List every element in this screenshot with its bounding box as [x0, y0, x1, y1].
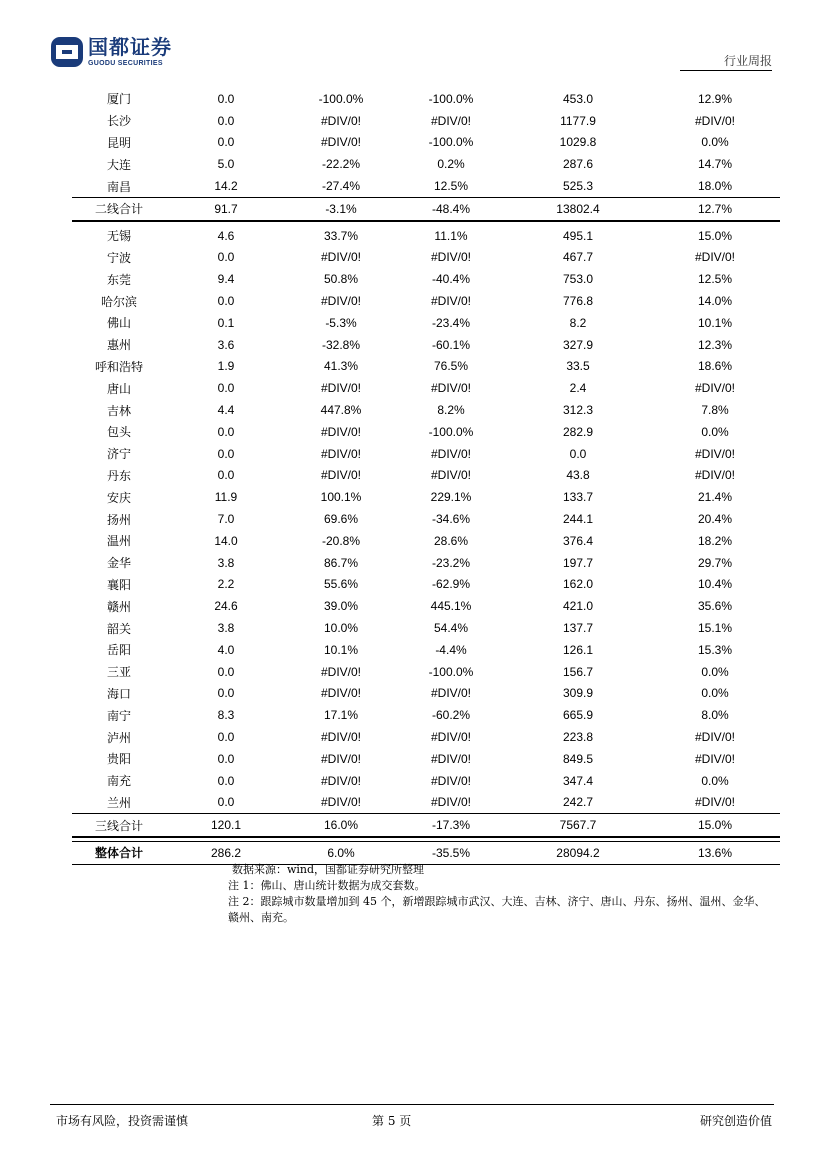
value-cell: 0.0% [701, 686, 729, 701]
table-row [72, 175, 780, 197]
table-row [72, 334, 780, 356]
value-cell: #DIV/0! [430, 751, 472, 766]
value-cell: #DIV/0! [694, 446, 736, 461]
value-cell: #DIV/0! [694, 250, 736, 265]
value-cell: 0.0 [217, 468, 235, 483]
value-cell: 0.0 [217, 730, 235, 744]
value-cell: #DIV/0! [320, 135, 362, 150]
table-row [72, 792, 780, 814]
value-cell: 3.8 [217, 621, 235, 636]
city-cell: 南昌 [106, 179, 131, 194]
value-cell: 120.1 [166, 814, 286, 837]
value-cell: #DIV/0! [320, 751, 362, 766]
value-cell: #DIV/0! [430, 773, 472, 788]
value-cell: 21.4% [697, 490, 733, 505]
value-cell: 0.0% [701, 664, 729, 679]
table-row [72, 110, 780, 132]
value-cell: #DIV/0! [320, 686, 362, 701]
value-cell: 7.8% [701, 403, 729, 418]
value-cell: 12.5% [433, 179, 469, 194]
value-cell: #DIV/0! [430, 381, 472, 396]
city-cell: 昆明 [106, 135, 131, 150]
table-row [72, 683, 780, 705]
value-cell: #DIV/0! [694, 730, 736, 744]
value-cell: 8.2% [437, 403, 465, 418]
city-cell: 哈尔滨 [100, 294, 137, 309]
value-cell: #DIV/0! [320, 250, 362, 265]
value-cell: 35.6% [697, 599, 733, 614]
value-cell: 29.7% [697, 555, 733, 570]
value-cell: 33.7% [323, 228, 359, 243]
value-cell: 1177.9 [560, 113, 596, 128]
value-cell: 0.0 [217, 664, 235, 679]
table-row [72, 748, 780, 770]
value-cell: 525.3 [562, 179, 594, 194]
value-cell: 133.7 [562, 490, 594, 505]
city-cell: 呼和浩特 [94, 359, 143, 374]
value-cell: 50.8% [323, 272, 359, 287]
value-cell: #DIV/0! [320, 730, 362, 744]
value-cell: 849.5 [562, 751, 594, 766]
value-cell: -60.2% [431, 708, 471, 723]
note-2: 注 2：跟踪城市数量增加到 45 个，新增跟踪城市武汉、大连、吉林、济宁、唐山、丹东、扬州、温州、金华、赣州、南充。 [228, 895, 766, 924]
value-cell: #DIV/0! [694, 468, 736, 483]
value-cell: 244.1 [562, 512, 594, 527]
table-row [72, 595, 780, 617]
value-cell: 12.7% [650, 197, 780, 220]
subtotal-row [72, 197, 780, 220]
value-cell: #DIV/0! [430, 686, 472, 701]
city-cell: 整体合计 [72, 842, 166, 865]
city-cell: 岳阳 [106, 643, 131, 658]
value-cell: 309.9 [562, 686, 594, 701]
city-cell: 赣州 [106, 599, 131, 614]
value-cell: #DIV/0! [320, 468, 362, 483]
value-cell: 0.0 [217, 250, 235, 265]
city-cell: 南宁 [106, 708, 131, 723]
value-cell: 14.0% [697, 294, 733, 309]
value-cell: 18.0% [697, 179, 733, 194]
city-sales-table [72, 88, 780, 865]
value-cell: 41.3% [323, 359, 359, 374]
value-cell: #DIV/0! [320, 113, 362, 128]
value-cell: 467.7 [562, 250, 594, 265]
city-cell: 韶关 [106, 621, 131, 636]
table-row [72, 508, 780, 530]
value-cell: 76.5% [433, 359, 469, 374]
table-row [72, 617, 780, 639]
table-row [72, 574, 780, 596]
value-cell: -100.0% [428, 91, 474, 106]
header-rule [680, 70, 772, 71]
table-row [72, 486, 780, 508]
city-cell: 温州 [106, 534, 131, 549]
value-cell: #DIV/0! [320, 664, 362, 679]
value-cell: 33.5 [566, 359, 590, 374]
value-cell: 223.8 [562, 730, 594, 744]
value-cell: 18.2% [697, 533, 733, 548]
value-cell: 665.9 [562, 708, 594, 723]
value-cell: 5.0 [217, 157, 235, 172]
value-cell: 18.6% [697, 359, 733, 374]
risk-disclaimer: 市场有风险，投资需谨慎 [56, 1114, 189, 1128]
value-cell: 1029.8 [559, 135, 597, 150]
value-cell: 43.8 [566, 468, 590, 483]
value-cell: 0.0% [701, 773, 729, 788]
table-notes [228, 862, 768, 926]
table-row [72, 225, 780, 247]
value-cell: 15.3% [697, 642, 733, 657]
value-cell: 14.0 [214, 533, 238, 548]
value-cell: #DIV/0! [694, 113, 736, 128]
value-cell: 376.4 [562, 533, 594, 548]
value-cell: 16.0% [286, 814, 396, 837]
value-cell: -100.0% [318, 91, 364, 106]
value-cell: 312.3 [562, 403, 594, 418]
table-row [72, 704, 780, 726]
city-cell: 大连 [106, 157, 131, 172]
table-row [72, 377, 780, 399]
value-cell: -40.4% [431, 272, 471, 287]
table-row [72, 399, 780, 421]
value-cell: #DIV/0! [430, 113, 472, 128]
value-cell: #DIV/0! [694, 751, 736, 766]
table-row [72, 153, 780, 175]
value-cell: 24.6 [214, 599, 238, 614]
value-cell: 2.4 [569, 381, 587, 396]
value-cell: 28.6% [433, 533, 469, 548]
city-cell: 长沙 [106, 114, 131, 129]
value-cell: -100.0% [428, 424, 474, 439]
city-cell: 唐山 [106, 381, 131, 396]
footer-slogan: 研究创造价值 [699, 1114, 772, 1128]
value-cell: -100.0% [428, 664, 474, 679]
value-cell: 28094.2 [506, 842, 650, 865]
total-row [72, 842, 780, 865]
value-cell: 0.0% [701, 135, 729, 150]
value-cell: 11.9 [214, 490, 238, 505]
logo-text-en: GUODU SECURITIES [88, 60, 163, 67]
value-cell: 10.1% [697, 315, 733, 330]
value-cell: 7567.7 [506, 814, 650, 837]
value-cell: 20.4% [697, 512, 733, 527]
value-cell: 197.7 [562, 555, 594, 570]
value-cell: #DIV/0! [694, 795, 736, 810]
value-cell: 445.1% [430, 599, 472, 614]
value-cell: -23.4% [431, 315, 471, 330]
value-cell: 327.9 [562, 337, 594, 352]
city-cell: 惠州 [106, 338, 131, 353]
value-cell: #DIV/0! [430, 446, 472, 461]
value-cell: 0.0 [217, 381, 235, 396]
value-cell: 11.1% [434, 228, 468, 243]
value-cell: 0.2% [437, 157, 465, 172]
city-cell: 佛山 [106, 316, 131, 331]
table-row [72, 465, 780, 487]
value-cell: 8.0% [701, 708, 729, 723]
table-row [72, 421, 780, 443]
value-cell: 10.4% [697, 577, 733, 592]
value-cell: 86.7% [323, 555, 359, 570]
value-cell: #DIV/0! [694, 381, 736, 396]
value-cell: 0.0 [217, 135, 235, 150]
value-cell: 15.1% [697, 621, 733, 636]
value-cell: 15.0% [697, 228, 733, 243]
value-cell: 0.0 [217, 751, 235, 766]
value-cell: -22.2% [321, 157, 361, 172]
logo-text-cn: 国都证券 [88, 37, 172, 59]
value-cell: 12.3% [697, 337, 733, 352]
value-cell: #DIV/0! [430, 468, 472, 483]
value-cell: #DIV/0! [430, 250, 472, 265]
table-row [72, 661, 780, 683]
value-cell: 242.7 [562, 795, 594, 810]
value-cell: -23.2% [431, 555, 471, 570]
value-cell: -17.3% [396, 814, 506, 837]
data-source-note: 数据来源：wind，国都证券研究所整理 [232, 863, 425, 876]
value-cell: 0.0 [217, 446, 235, 461]
value-cell: 287.6 [562, 157, 594, 172]
value-cell: 453.0 [562, 91, 594, 106]
city-cell: 贵阳 [106, 752, 131, 767]
city-cell: 吉林 [106, 403, 131, 418]
value-cell: #DIV/0! [430, 294, 472, 309]
value-cell: 10.0% [323, 621, 359, 636]
value-cell: -5.3% [325, 315, 357, 330]
value-cell: 2.2 [217, 577, 235, 592]
table-row [72, 552, 780, 574]
city-cell: 厦门 [106, 92, 131, 107]
table-row [72, 247, 780, 269]
value-cell: 282.9 [562, 424, 594, 439]
value-cell: 12.9% [697, 91, 733, 106]
value-cell: 0.0 [217, 91, 235, 106]
value-cell: #DIV/0! [320, 424, 362, 439]
value-cell: 0.0 [217, 424, 235, 439]
value-cell: 100.1% [320, 490, 362, 505]
value-cell: 55.6% [323, 577, 359, 592]
value-cell: 229.1% [430, 490, 472, 505]
footer-rule [50, 1104, 774, 1105]
value-cell: #DIV/0! [320, 773, 362, 788]
city-cell: 扬州 [106, 512, 131, 527]
value-cell: 13.6% [650, 842, 780, 865]
value-cell: 13802.4 [506, 197, 650, 220]
value-cell: #DIV/0! [430, 730, 472, 744]
value-cell: 0.0 [217, 113, 235, 128]
value-cell: 1.9 [217, 359, 235, 374]
value-cell: 0.1 [217, 315, 235, 330]
value-cell: -34.6% [431, 512, 471, 527]
value-cell: 421.0 [562, 599, 594, 614]
table-row [72, 88, 780, 110]
table-row [72, 312, 780, 334]
value-cell: -48.4% [396, 197, 506, 220]
city-cell: 三线合计 [72, 814, 166, 837]
value-cell: 14.7% [697, 157, 733, 172]
value-cell: 0.0 [217, 294, 235, 309]
city-cell: 三亚 [106, 665, 131, 680]
value-cell: 4.4 [217, 403, 235, 418]
value-cell: 286.2 [166, 842, 286, 865]
city-cell: 包头 [106, 425, 131, 440]
value-cell: 0.0 [217, 795, 235, 810]
table-row [72, 443, 780, 465]
city-cell: 海口 [106, 686, 131, 701]
value-cell: 3.8 [217, 555, 235, 570]
value-cell: -100.0% [428, 135, 474, 150]
city-cell: 丹东 [106, 468, 131, 483]
value-cell: 17.1% [323, 708, 359, 723]
value-cell: 0.0 [217, 686, 235, 701]
logo-mark-icon [50, 36, 84, 68]
value-cell: 39.0% [323, 599, 359, 614]
city-cell: 无锡 [106, 229, 131, 244]
value-cell: 7.0 [217, 512, 235, 527]
city-cell: 济宁 [106, 447, 131, 462]
value-cell: 9.4 [217, 272, 235, 287]
value-cell: 776.8 [562, 294, 594, 309]
table-row [72, 770, 780, 792]
city-cell: 安庆 [106, 490, 131, 505]
value-cell: 0.0 [569, 446, 587, 461]
table-row [72, 356, 780, 378]
table-row [72, 268, 780, 290]
table-row [72, 290, 780, 312]
value-cell: 91.7 [166, 197, 286, 220]
city-cell: 南充 [106, 774, 131, 789]
value-cell: 447.8% [320, 403, 362, 418]
table-row [72, 530, 780, 552]
value-cell: 753.0 [562, 272, 594, 287]
value-cell: 137.7 [562, 621, 594, 636]
value-cell: -62.9% [431, 577, 471, 592]
table-row [72, 639, 780, 661]
report-type-label: 行业周报 [723, 54, 772, 68]
value-cell: 54.4% [433, 621, 469, 636]
value-cell: 15.0% [650, 814, 780, 837]
table-row [72, 726, 780, 748]
value-cell: #DIV/0! [320, 446, 362, 461]
value-cell: 162.0 [562, 577, 594, 592]
value-cell: 495.1 [562, 228, 594, 243]
value-cell: #DIV/0! [320, 795, 362, 810]
value-cell: 8.3 [217, 708, 235, 723]
value-cell: -60.1% [431, 337, 471, 352]
city-cell: 襄阳 [106, 577, 131, 592]
value-cell: 3.6 [217, 337, 235, 352]
subtotal-row [72, 814, 780, 837]
value-cell: -3.1% [286, 197, 396, 220]
value-cell: -32.8% [321, 337, 361, 352]
table-row [72, 132, 780, 154]
value-cell: 12.5% [697, 272, 733, 287]
city-cell: 二线合计 [72, 197, 166, 220]
value-cell: 8.2 [569, 315, 587, 330]
value-cell: 0.0% [701, 424, 729, 439]
value-cell: 6.0% [286, 842, 396, 865]
note-1: 注 1：佛山、唐山统计数据为成交套数。 [228, 879, 426, 892]
value-cell: 4.0 [217, 642, 235, 657]
value-cell: -35.5% [396, 842, 506, 865]
value-cell: #DIV/0! [320, 294, 362, 309]
value-cell: 156.7 [562, 664, 594, 679]
value-cell: -4.4% [435, 642, 467, 657]
city-cell: 宁波 [106, 250, 131, 265]
value-cell: -27.4% [321, 179, 361, 194]
value-cell: 14.2 [214, 179, 238, 194]
value-cell: 10.1% [323, 642, 359, 657]
value-cell: 126.1 [562, 642, 594, 657]
page-number: 第 5 页 [372, 1114, 412, 1128]
value-cell: -20.8% [321, 533, 361, 548]
city-cell: 东莞 [106, 272, 131, 287]
city-cell: 金华 [106, 556, 131, 571]
value-cell: 4.6 [217, 228, 235, 243]
value-cell: #DIV/0! [430, 795, 472, 810]
value-cell: #DIV/0! [320, 381, 362, 396]
value-cell: 347.4 [562, 773, 594, 788]
company-logo [50, 36, 190, 70]
value-cell: 0.0 [217, 773, 235, 788]
value-cell: 69.6% [323, 512, 359, 527]
city-cell: 泸州 [106, 730, 131, 745]
city-cell: 兰州 [106, 795, 131, 810]
table-body [72, 88, 780, 864]
